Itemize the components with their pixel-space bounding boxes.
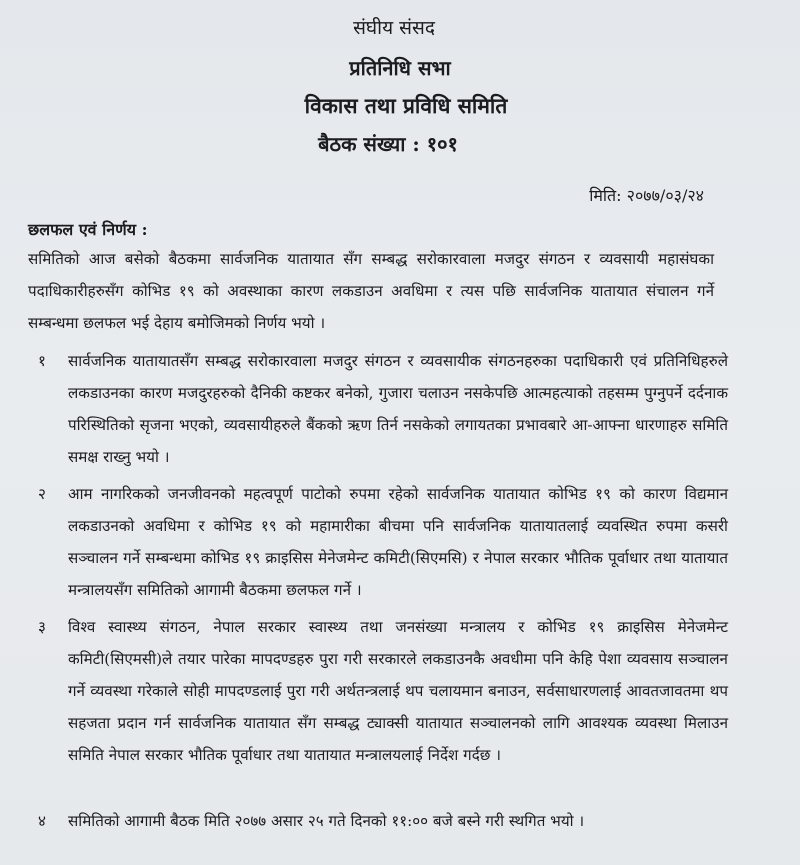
decision-item-number: १ (38, 352, 46, 370)
header-meeting-number: बैठक संख्या : १०१ (318, 132, 458, 156)
decision-item-3 (38, 611, 728, 771)
decision-item-2 (38, 478, 728, 606)
decision-item-1 (38, 345, 728, 473)
header-committee-name: विकास तथा प्रविधि समिति (304, 93, 508, 118)
decision-item-text: विश्व स्वास्थ्य संगठन, नेपाल सरकार स्वास्थ्य तथा जनसंख्या मन्त्रालय र कोभिड १९ क्राइसिस मेनेजमेन्ट कमिटी(सिएमसी)ले तयार पारेका मापदण्डहरु पुरा गरी सरकारले लकडाउनकै अवधीमा पनि केहि पेशा व्यवसाय सञ्चालन गर्ने व्यवस्था गरेकाले सोही मापदण्डलाई पुरा गरी अर्थतन्त्रलाई थप चलायमान बनाउन, सर्वसाधारणलाई आवतजावतमा थप सहजता प्रदान गर्न सार्वजनिक यातायात सँग सम्बद्ध ट्याक्सी यातायात सञ्चालनको लागि आवश्यक व्यवस्था मिलाउन समिति नेपाल सरकार भौतिक पूर्वाधार तथा यातायात मन्त्रालयलाई निर्देश गर्दछ । (68, 618, 728, 764)
document-date: मिति: २०७७/०३/२४ (589, 186, 704, 205)
header-federal-parliament: संघीय संसद (353, 17, 435, 39)
decision-item-number: ४ (38, 812, 46, 830)
decision-item-4 (38, 805, 728, 837)
section-title: छलफल एवं निर्णय : (28, 220, 148, 239)
intro-paragraph: समितिको आज बसेको बैठकमा सार्वजनिक यातायात सँग सम्बद्ध सरोकारवाला मजदुर संगठन र व्यवसायी महासंघका पदाधिकारीहरुसँग कोभिड १९ को अवस्थाका कारण लकडाउन अवधिमा र त्यस पछि सार्वजनिक यातायात संचालन गर्ने सम्बन्धमा छलफल भई देहाय बमोजिमको निर्णय भयो । (28, 250, 714, 332)
decision-item-number: ३ (38, 618, 46, 636)
decision-item-text: आम नागरिकको जनजीवनको महत्वपूर्ण पाटोको रुपमा रहेको सार्वजनिक यातायात कोभिड १९ को कारण विद्यमान लकडाउनको अवधिमा र कोभिड १९ को महामारीका बीचमा पनि सार्वजनिक यातायातलाई व्यवस्थित रुपमा कसरी सञ्चालन गर्ने सम्बन्धमा कोभिड १९ क्राइसिस मेनेजमेन्ट कमिटी(सिएमसि) र नेपाल सरकार भौतिक पूर्वाधार तथा यातायात मन्त्रालयसँग समितिको आगामी बैठकमा छलफल गर्ने । (68, 485, 728, 599)
decision-item-number: २ (38, 485, 46, 503)
decision-item-text: सार्वजनिक यातायातसँग सम्बद्ध सरोकारवाला मजदुर संगठन र व्यवसायीक संगठनहरुका पदाधिकारी एवं प्रतिनिधिहरुले लकडाउनका कारण मजदुरहरुको दैनिकी कष्टकर बनेको, गुजारा चलाउन नसकेपछि आत्महत्याको तहसम्म पुग्नुपर्ने दर्दनाक परिस्थितिको सृजना भएको, व्यवसायीहरुले बैंकको ऋण तिर्न नसकेको लगायतका प्रभावबारे आ-आफ्ना धारणाहरु समिति समक्ष राख्नु भयो । (68, 352, 728, 466)
decision-item-text: समितिको आगामी बैठक मिति २०७७ असार २५ गते दिनको ११:०० बजे बस्ने गरी स्थगित भयो । (68, 812, 585, 830)
header-house-of-representatives: प्रतिनिधि सभा (349, 56, 451, 80)
